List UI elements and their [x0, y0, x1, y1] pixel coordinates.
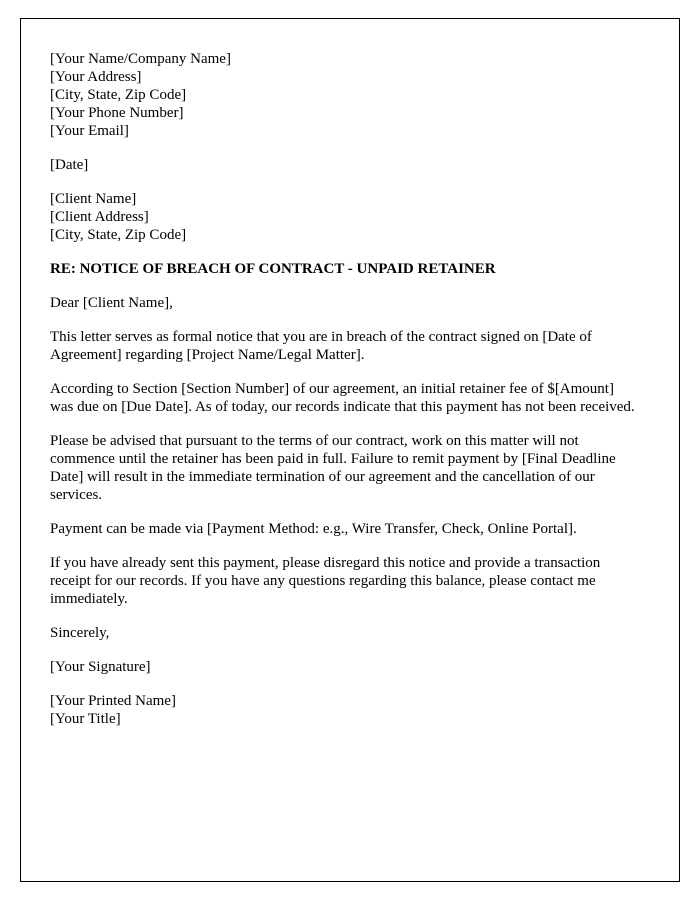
recipient-address-line: [Client Address]	[50, 209, 149, 225]
sender-city-line: [City, State, Zip Code]	[50, 87, 187, 103]
sender-address-line: [Your Address]	[50, 69, 142, 85]
body-paragraph-2: According to Section [Section Number] of our agreement, an initial retainer fee of $[Amount] was due on [Due Date]. As of today, our records indicate that this payment has not been received.	[50, 381, 635, 415]
sender-block	[50, 50, 651, 140]
closing-line: Sincerely,	[50, 625, 110, 641]
date-block	[50, 156, 651, 174]
body-paragraph-3: Please be advised that pursuant to the terms of our contract, work on this matter will not commence until the retainer has been paid in full. Failure to remit payment by [Final Deadline Date] will result in the immediate termination of our agreement and the cancellation of our services.	[50, 433, 616, 503]
salutation: Dear [Client Name],	[50, 295, 173, 311]
sender-name-line: [Your Name/Company Name]	[50, 51, 231, 67]
subject-line: RE: NOTICE OF BREACH OF CONTRACT - UNPAID RETAINER	[50, 261, 496, 277]
letter-page	[20, 18, 680, 882]
printed-name-line: [Your Printed Name]	[50, 693, 176, 709]
recipient-name-line: [Client Name]	[50, 191, 137, 207]
recipient-city-line: [City, State, Zip Code]	[50, 227, 187, 243]
body-paragraph-1: This letter serves as formal notice that you are in breach of the contract signed on [Date of Agreement] regarding [Project Name/Legal Matter].	[50, 329, 592, 363]
sender-email-line: [Your Email]	[50, 123, 129, 139]
body-paragraph-4: Payment can be made via [Payment Method: e.g., Wire Transfer, Check, Online Portal].	[50, 521, 577, 537]
signature-block	[50, 692, 651, 728]
sender-phone-line: [Your Phone Number]	[50, 105, 184, 121]
date-line: [Date]	[50, 157, 89, 173]
signature-line: [Your Signature]	[50, 659, 151, 675]
body-paragraph-5: If you have already sent this payment, please disregard this notice and provide a transaction receipt for our records. If you have any questions regarding this balance, please contact me immediately.	[50, 555, 601, 607]
recipient-block	[50, 190, 651, 244]
title-line: [Your Title]	[50, 711, 121, 727]
